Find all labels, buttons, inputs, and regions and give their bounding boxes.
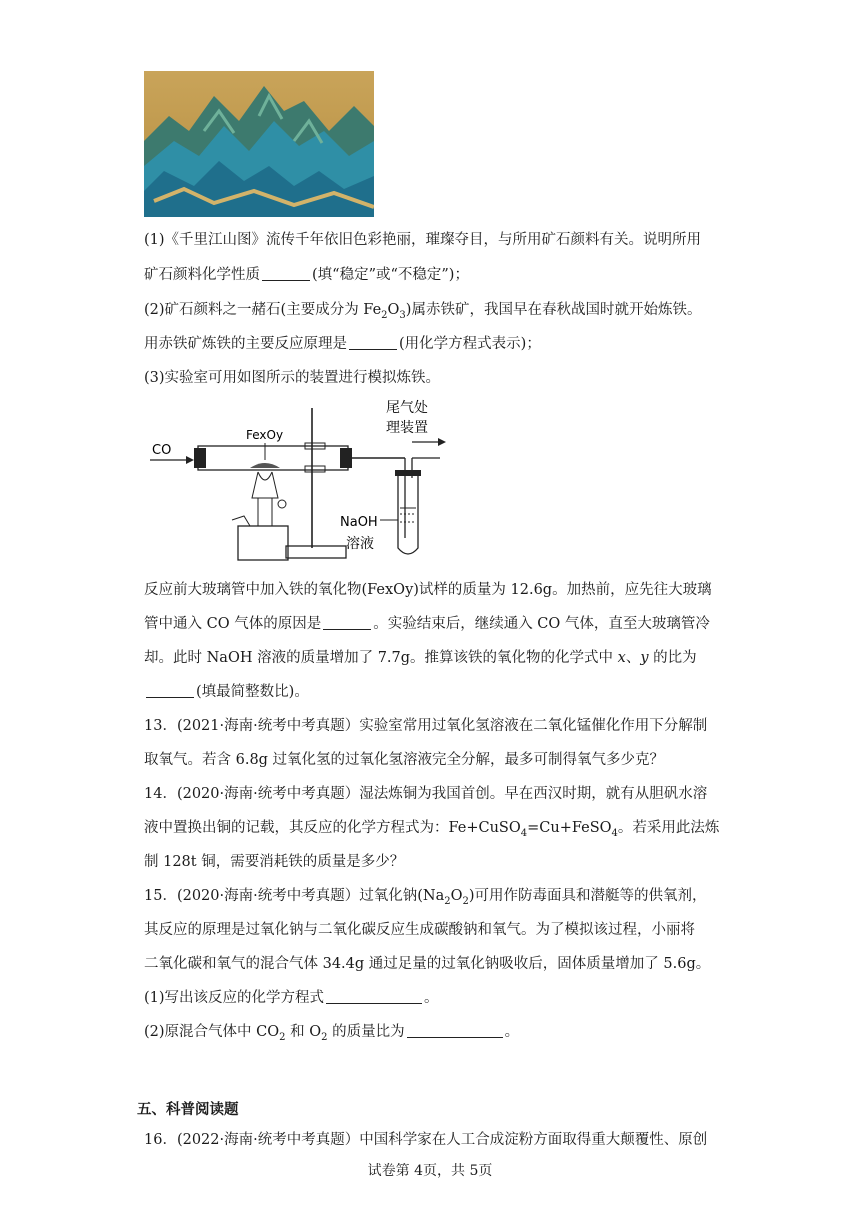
q15-part1: (1)写出该反应的化学方程式 。 xyxy=(144,990,439,1006)
iron-smelting-apparatus-diagram xyxy=(140,398,460,566)
q13-line1: 13．(2021·海南·统考中考真题）实验室常用过氧化氢溶液在二氧化锰催化作用下分解制 xyxy=(144,718,708,734)
co-label: CO xyxy=(152,443,172,458)
q12-result-line1: 反应前大玻璃管中加入铁的氧化物(FexOy)试样的质量为 12.6g。加热前，应先往大玻璃 xyxy=(144,582,712,598)
answer-blank xyxy=(262,266,310,281)
q12-part1-line2: 矿石颜料化学性质 (填“稳定”或“不稳定”)； xyxy=(144,267,469,283)
q15-line2: 其反应的原理是过氧化钠与二氧化碳反应生成碳酸钠和氧气。为了模拟该过程，小丽将 xyxy=(144,922,695,938)
tail-gas-label-line2: 理装置 xyxy=(386,420,428,436)
answer-blank xyxy=(146,683,194,698)
section-heading: 五、科普阅读题 xyxy=(137,1102,239,1118)
q12-part3-line: (3)实验室可用如图所示的装置进行模拟炼铁。 xyxy=(144,370,441,386)
q15-line3: 二氧化碳和氧气的混合气体 34.4g 通过足量的过氧化钠吸收后，固体质量增加了 5.6g。 xyxy=(144,956,711,972)
answer-blank xyxy=(323,615,371,630)
q15-line1: 15．(2020·海南·统考中考真题）过氧化钠$(Na_2O_2)$可用作防毒面具和潜艇等的供氧剂， xyxy=(144,888,707,907)
naoh-label: NaOH xyxy=(340,515,378,530)
q12-result-line2: 管中通入 CO 气体的原因是 。实验结束后，继续通入 CO 气体，直至大玻璃管冷 xyxy=(144,616,710,632)
tail-gas-label-line1: 尾气处 xyxy=(386,400,428,416)
q12-part2-line1: (2)矿石颜料之一赭石(主要成分为 $Fe_2O_3$)属赤铁矿，我国早在春秋战国时就开始炼铁。 xyxy=(144,302,702,321)
q12-part1-line1: (1)《千里江山图》流传千年依旧色彩艳丽，璀璨夺目，与所用矿石颜料有关。说明所用 xyxy=(144,232,702,248)
solution-label: 溶液 xyxy=(346,536,374,552)
q14-line2: 液中置换出铜的记载，其反应的化学方程式为：Fe+CuSO$_4$=Cu+FeSO$_4$。若采用此法炼 xyxy=(144,820,720,839)
q14-line3: 制 128t 铜，需要消耗铁的质量是多少？ xyxy=(144,854,405,870)
q13-line2: 取氧气。若含 6.8g 过氧化氢的过氧化氢溶液完全分解，最多可制得氧气多少克？ xyxy=(144,752,665,768)
q12-result-line4: (填最简整数比)。 xyxy=(144,682,309,702)
q16-line1: 16．(2022·海南·统考中考真题）中国科学家在人工合成淀粉方面取得重大颠覆性、原创 xyxy=(144,1132,708,1148)
q12-result-line3: 却。此时 NaOH 溶液的质量增加了 7.7g。推算该铁的氧化物的化学式中 x、y 的比为 xyxy=(144,650,697,666)
answer-blank xyxy=(349,335,397,350)
q14-line1: 14．(2020·海南·统考中考真题）湿法炼铜为我国首创。早在西汉时期，就有从胆矾水溶 xyxy=(144,786,708,802)
answer-blank xyxy=(326,989,422,1004)
q12-part2-line2: 用赤铁矿炼铁的主要反应原理是 (用化学方程式表示)； xyxy=(144,336,541,352)
landscape-painting-image xyxy=(144,71,374,217)
iron-oxide-label: FexOy xyxy=(246,428,284,442)
answer-blank xyxy=(407,1023,503,1038)
page-footer: 试卷第 4页，共 5页 xyxy=(367,1163,493,1179)
q15-part2: (2)原混合气体中 $CO_2$ 和 $O_2$ 的质量比为 。 xyxy=(144,1024,520,1043)
